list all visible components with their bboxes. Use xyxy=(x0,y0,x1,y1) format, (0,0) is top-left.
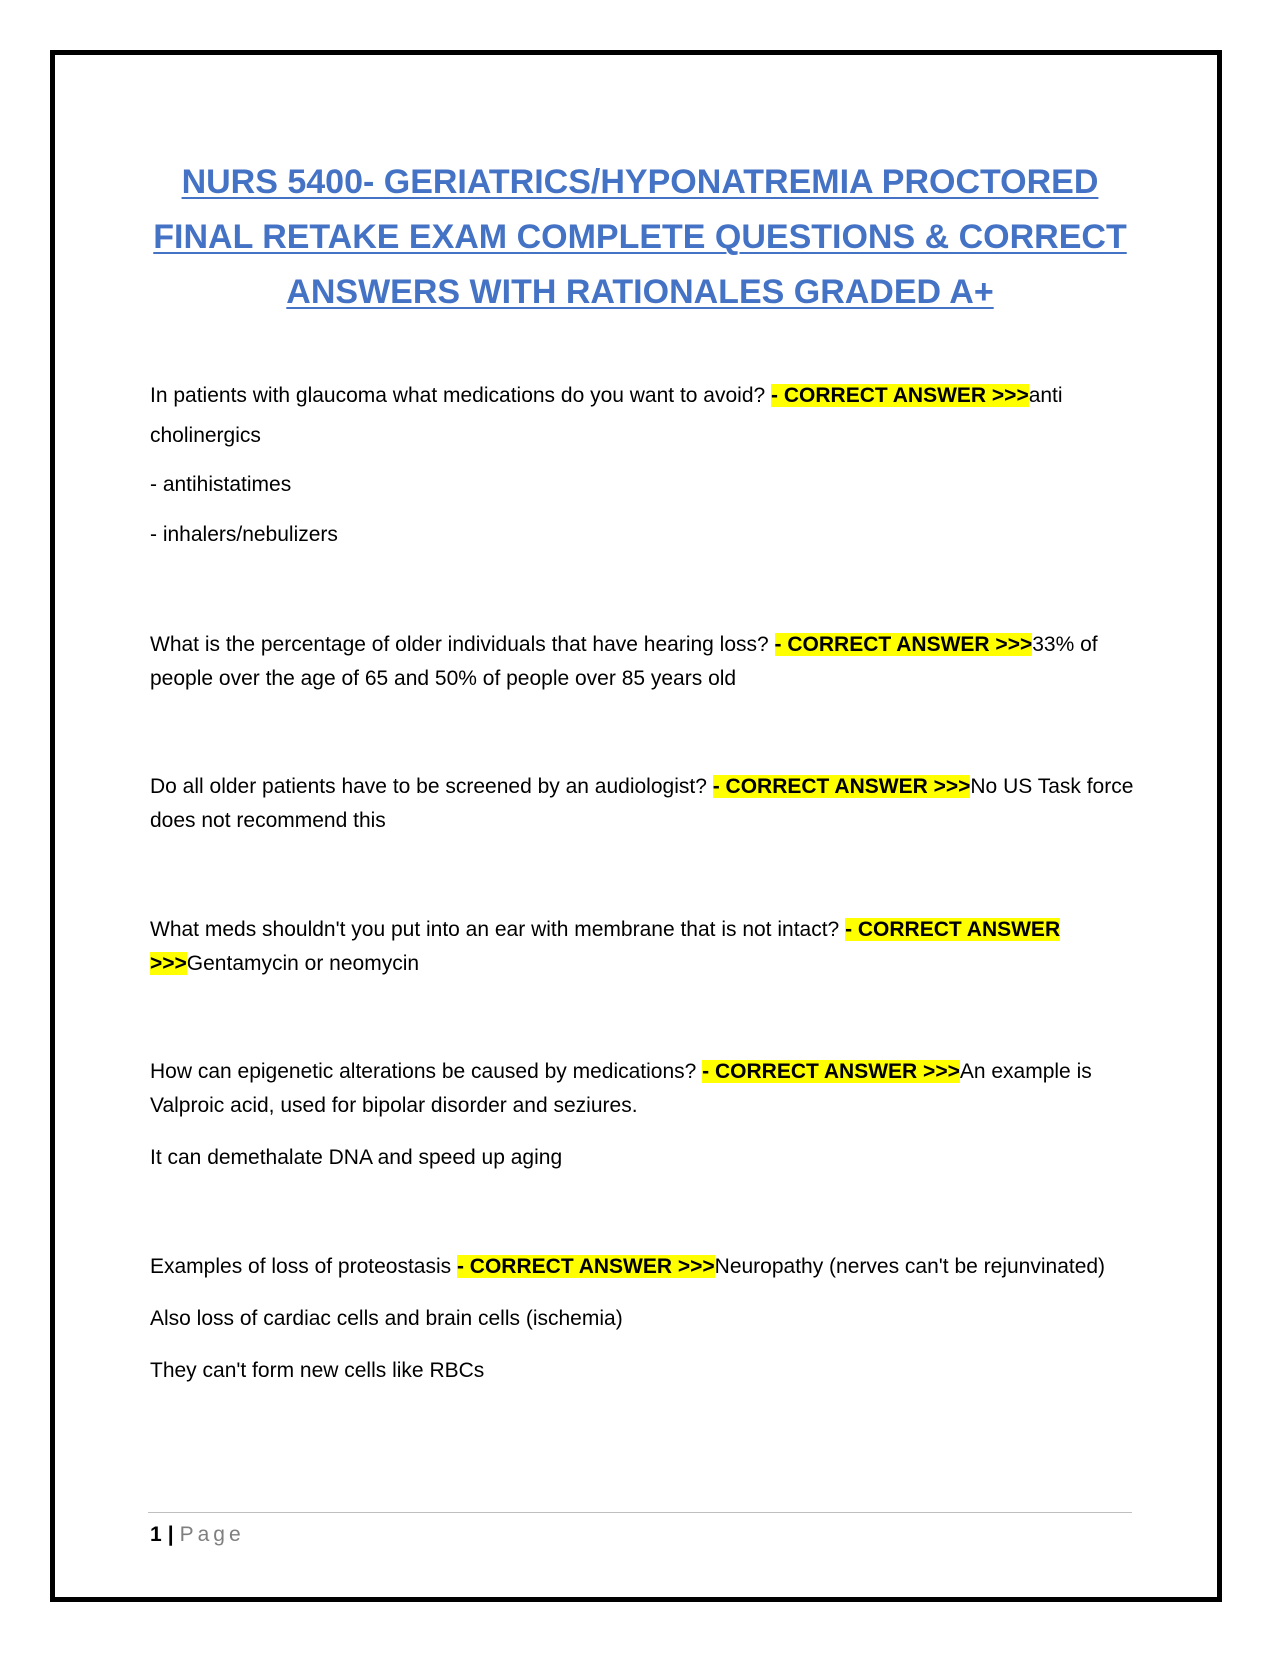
qa-2-question-line xyxy=(150,628,1140,696)
qa-6-question: Examples of loss of proteostasis xyxy=(150,1255,457,1278)
qa-6-answer-3: They can't form new cells like RBCs xyxy=(150,1359,485,1382)
qa-2-marker: - CORRECT ANSWER >>> xyxy=(774,633,1033,656)
qa-6-question-line xyxy=(150,1250,1140,1284)
qa-item-1 xyxy=(150,376,1140,552)
qa-item-2 xyxy=(150,628,1140,696)
qa-3-question: Do all older patients have to be screened by an audiologist? xyxy=(150,775,713,798)
qa-3-question-line xyxy=(150,770,1140,838)
qa-6-marker: - CORRECT ANSWER >>> xyxy=(456,1255,715,1278)
qa-item-4 xyxy=(150,913,1140,981)
qa-4-answer-1: Gentamycin or neomycin xyxy=(186,952,420,975)
qa-item-3 xyxy=(150,770,1140,838)
qa-4-marker: - CORRECT ANSWER >>> xyxy=(150,918,1061,975)
qa-item-5 xyxy=(150,1055,1140,1175)
document-title: NURS 5400- GERIATRICS/HYPONATREMIA PROCTORED FINAL RETAKE EXAM COMPLETE QUESTIONS & CORRECT ANSWERS WITH RATIONALES GRADED A+ xyxy=(153,163,1127,311)
qa-3-answer-1: No US Task force does not recommend this xyxy=(150,775,1134,832)
qa-1-answer-2: - antihistatimes xyxy=(150,473,292,496)
page-number: 1 xyxy=(150,1523,162,1546)
qa-5-question: How can epigenetic alterations be caused by medications? xyxy=(150,1060,703,1083)
qa-1-answer-3: - inhalers/nebulizers xyxy=(150,523,338,546)
qa-6-answer-2: Also loss of cardiac cells and brain cells (ischemia) xyxy=(150,1307,623,1330)
footer-divider xyxy=(148,1512,1132,1513)
qa-item-6 xyxy=(150,1250,1140,1388)
qa-6-answer-1: Neuropathy (nerves can't be rejunvinated) xyxy=(714,1255,1106,1278)
page-footer xyxy=(150,1520,245,1550)
footer-separator: | xyxy=(167,1523,174,1546)
page-label: Page xyxy=(179,1523,245,1546)
qa-5-answer-2: It can demethalate DNA and speed up aging xyxy=(150,1146,563,1169)
qa-5-marker: - CORRECT ANSWER >>> xyxy=(702,1060,960,1083)
qa-4-question: What meds shouldn't you put into an ear with membrane that is not intact? xyxy=(150,918,846,941)
qa-1-question-line xyxy=(150,376,1140,456)
qa-5-answer-1: An example is Valproic acid, used for bipolar disorder and seziures. xyxy=(150,1060,1092,1117)
qa-3-marker: - CORRECT ANSWER >>> xyxy=(712,775,971,798)
qa-5-question-line xyxy=(150,1055,1140,1123)
qa-1-question: In patients with glaucoma what medications do you want to avoid? xyxy=(150,384,772,407)
qa-4-question-line xyxy=(150,913,1140,981)
qa-2-answer-1: 33% of people over the age of 65 and 50% of people over 85 years old xyxy=(150,633,1098,690)
qa-1-answer-1: anti cholinergics xyxy=(150,384,1063,447)
qa-2-question: What is the percentage of older individuals that have hearing loss? xyxy=(150,633,775,656)
qa-1-marker: - CORRECT ANSWER >>> xyxy=(771,384,1029,407)
